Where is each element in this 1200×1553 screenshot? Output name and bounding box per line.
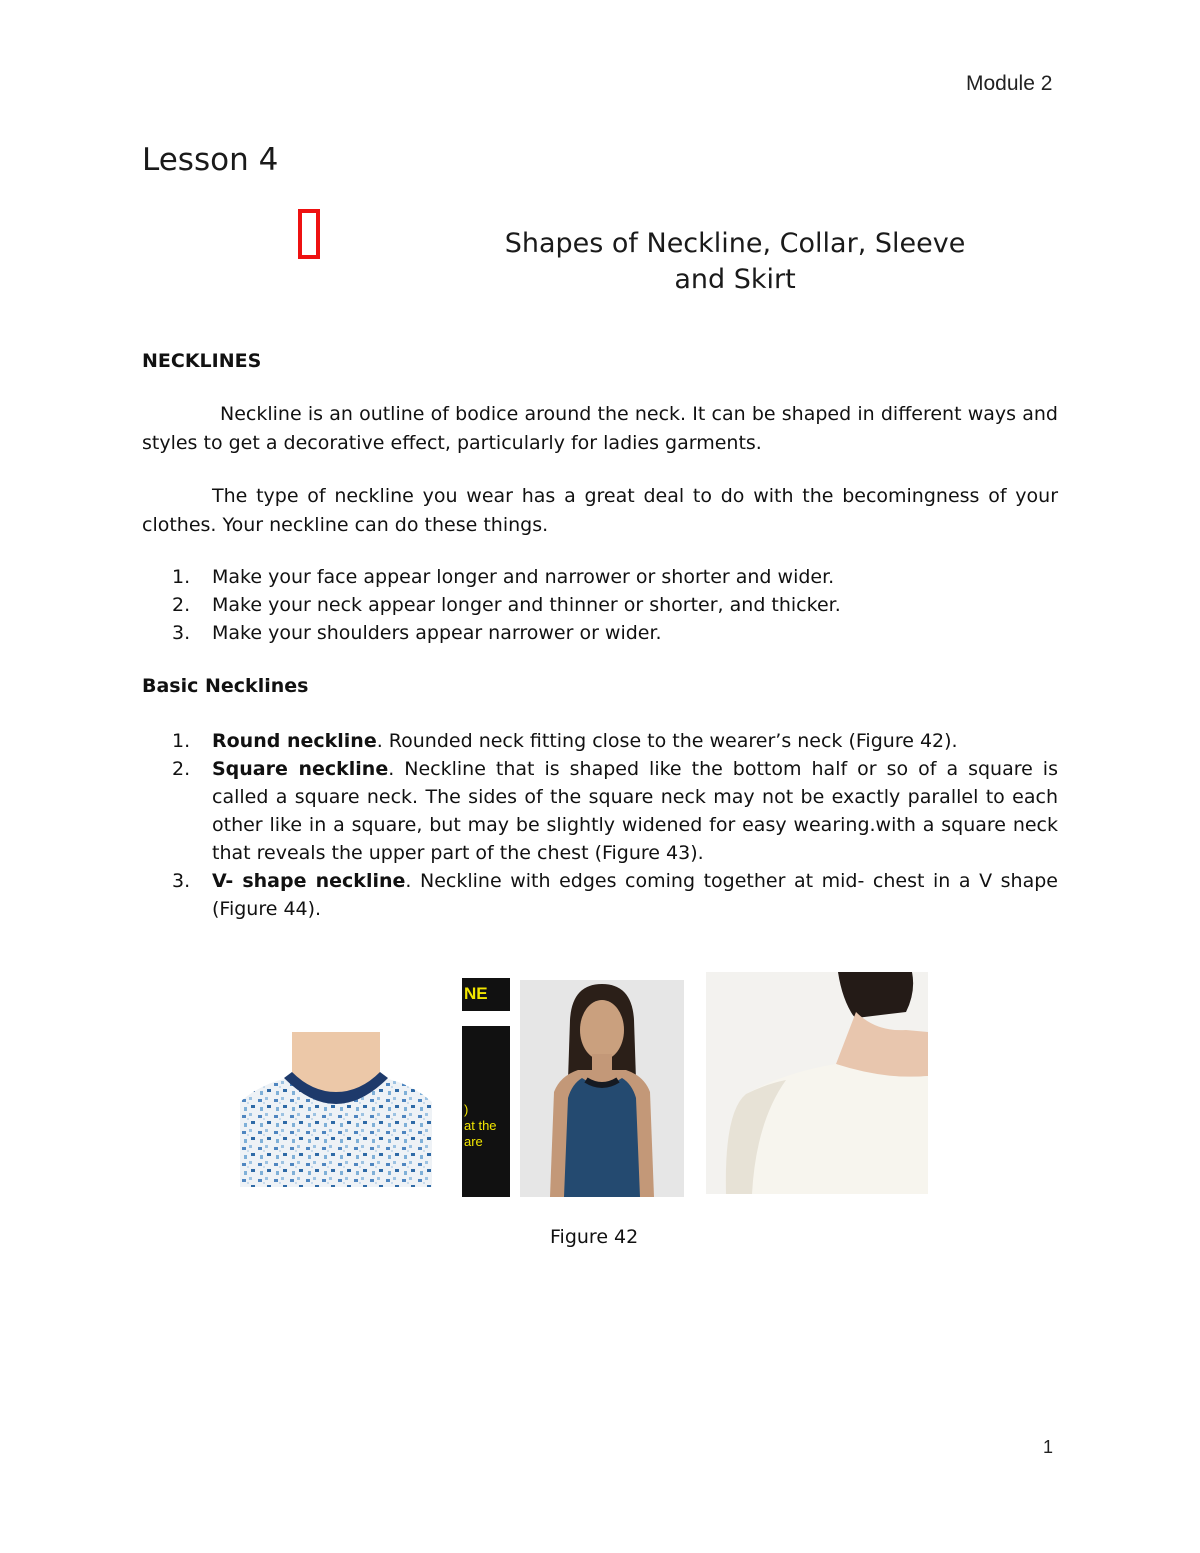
list-item <box>172 727 1058 755</box>
square-neckline-image <box>462 978 684 1197</box>
model-dress-illustration <box>520 980 684 1197</box>
term-round-neckline: Round neckline <box>212 730 377 752</box>
banner-text-3: are <box>464 1134 483 1149</box>
list-item-text: . Neckline with edges coming together at mid- chest in a V shape (Figure 44). <box>212 870 1058 920</box>
list-number: 3. <box>172 870 191 892</box>
list-number: 1. <box>172 566 191 588</box>
neckline-type-paragraph <box>142 482 1058 540</box>
list-item <box>172 619 1058 647</box>
module-header: Module 2 <box>966 72 1053 95</box>
list-item <box>172 867 1058 923</box>
neckline-definition-text: Neckline is an outline of bodice around the neck. It can be shaped in different ways and styles to get a decorative effect, particularly for ladies garments. <box>142 403 1058 454</box>
figure-caption: Figure 42 <box>550 1226 639 1248</box>
list-item <box>172 755 1058 867</box>
term-square-neckline: Square neckline <box>212 758 389 780</box>
list-item-text: Make your neck appear longer and thinner or shorter, and thicker. <box>212 594 841 616</box>
list-item <box>172 563 1058 591</box>
banner-text-2: at the <box>464 1118 497 1133</box>
banner-side <box>462 1026 510 1197</box>
shoulder-illustration <box>706 972 928 1194</box>
list-item <box>172 591 1058 619</box>
basic-necklines-list <box>172 727 1058 923</box>
list-item-text: . Neckline that is shaped like the bottom half or so of a square is called a square neck. The sides of the square neck may not be exactly parallel to each other like in a square, but may be slightly widened for easy wearing.with a square neck that reveals the upper part of the chest (Figure 43). <box>212 758 1058 864</box>
banner-top <box>462 978 510 1011</box>
term-v-shape-neckline: V- shape neckline <box>212 870 406 892</box>
list-number: 2. <box>172 594 191 616</box>
title-line-1: Shapes of Neckline, Collar, Sleeve <box>504 228 966 259</box>
list-item-text: Make your shoulders appear narrower or wider. <box>212 622 662 644</box>
banner-text-top: NE <box>464 984 488 1003</box>
neckline-type-text: The type of neckline you wear has a great deal to do with the becomingness of your clothes. Your neckline can do these things. <box>142 485 1058 536</box>
list-number: 2. <box>172 758 191 780</box>
list-item-text: Make your face appear longer and narrower or shorter and wider. <box>212 566 835 588</box>
banner-text-1: ) <box>464 1102 469 1117</box>
v-shape-neckline-image <box>706 972 928 1194</box>
lesson-title: Lesson 4 <box>142 142 279 178</box>
page-number: 1 <box>1043 1437 1054 1457</box>
round-neckline-image <box>240 1032 432 1187</box>
list-number: 1. <box>172 730 191 752</box>
list-number: 3. <box>172 622 191 644</box>
missing-glyph-box-icon <box>298 209 320 259</box>
model-photo <box>520 980 684 1197</box>
necklines-heading: NECKLINES <box>142 350 262 372</box>
neckline-definition-paragraph <box>142 400 1058 458</box>
list-item-text: . Rounded neck fitting close to the wearer’s neck (Figure 42). <box>376 730 958 752</box>
title-line-2: and Skirt <box>674 264 796 295</box>
page-title <box>440 226 1030 298</box>
round-neckline-illustration <box>240 1032 432 1187</box>
basic-necklines-heading: Basic Necklines <box>142 675 309 697</box>
neckline-effects-list <box>172 563 1058 647</box>
